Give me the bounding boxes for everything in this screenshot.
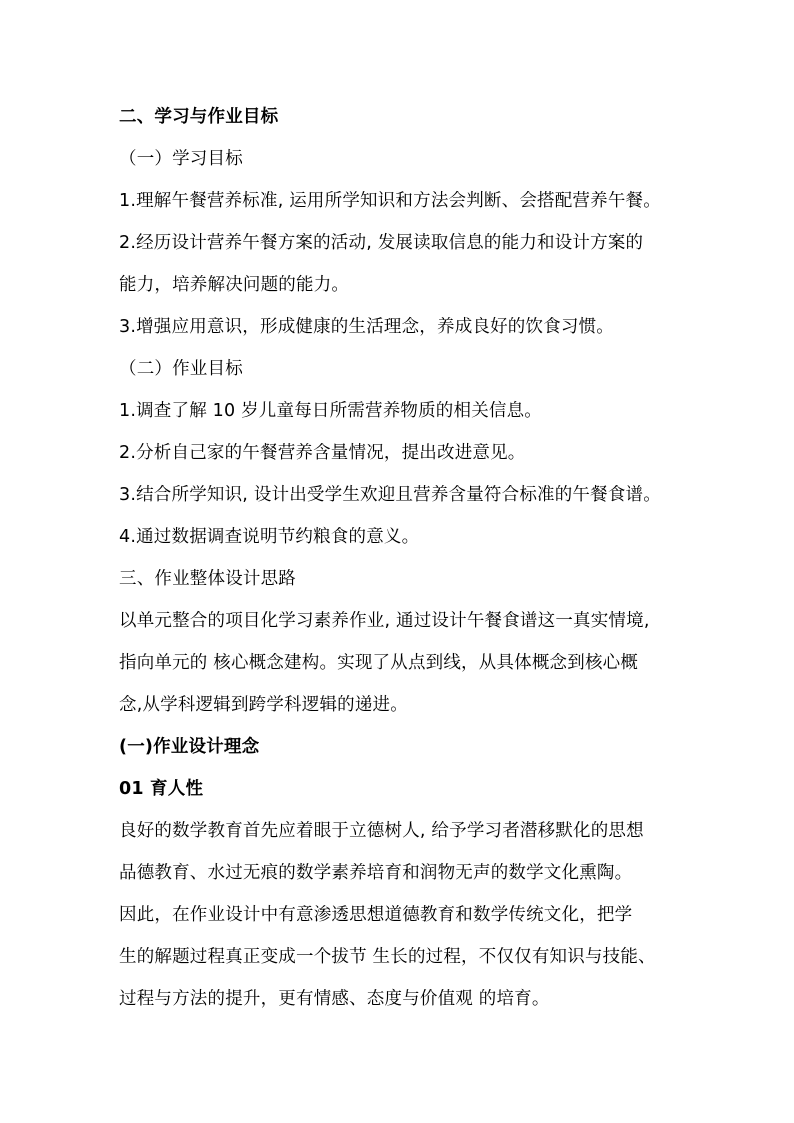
homework-goal-3: 3.结合所学知识, 设计出受学生欢迎且营养含量符合标准的午餐食谱。 <box>119 485 661 505</box>
learning-goal-2-line-1: 2.经历设计营养午餐方案的活动, 发展读取信息的能力和设计方案的 <box>119 233 644 253</box>
subheading-education-nature: 01 育人性 <box>119 779 204 799</box>
section-heading-design-idea: 三、作业整体设计思路 <box>119 569 296 589</box>
learning-goal-3: 3.增强应用意识，形成健康的生活理念，养成良好的饮食习惯。 <box>119 317 614 337</box>
education-paragraph-line-1: 良好的数学教育首先应着眼于立德树人, 给予学习者潜移默化的思想 <box>119 821 644 841</box>
education-paragraph-line-4: 生的解题过程真正变成一个拔节 生长的过程，不仅仅有知识与技能、 <box>119 947 656 967</box>
homework-goal-1: 1.调查了解 10 岁儿童每日所需营养物质的相关信息。 <box>119 401 542 421</box>
learning-goal-2-line-2: 能力，培养解决问题的能力。 <box>119 275 350 295</box>
education-paragraph-line-3: 因此，在作业设计中有意渗透思想道德教育和数学传统文化，把学 <box>119 905 633 925</box>
design-paragraph-line-1: 以单元整合的项目化学习素养作业, 通过设计午餐食谱这一真实情境, <box>119 611 650 631</box>
education-paragraph-line-5: 过程与方法的提升，更有情感、态度与价值观 的培育。 <box>119 989 550 1009</box>
subheading-design-concept: (一)作业设计理念 <box>119 737 260 757</box>
design-paragraph-line-2: 指向单元的 核心概念建构。实现了从点到线，从具体概念到核心概 <box>119 653 639 673</box>
subheading-homework-goals: （二）作业目标 <box>119 359 243 379</box>
design-paragraph-line-3: 念,从学科逻辑到跨学科逻辑的递进。 <box>119 695 408 715</box>
homework-goal-4: 4.通过数据调查说明节约粮食的意义。 <box>119 527 420 547</box>
learning-goal-1: 1.理解午餐营养标准, 运用所学知识和方法会判断、会搭配营养午餐。 <box>119 191 661 211</box>
homework-goal-2: 2.分析自己家的午餐营养含量情况，提出改进意见。 <box>119 443 526 463</box>
section-heading-learning-goals: 二、学习与作业目标 <box>119 107 279 127</box>
subheading-learning-goals: （一）学习目标 <box>119 149 243 169</box>
education-paragraph-line-2: 品德教育、水过无痕的数学素养培育和润物无声的数学文化熏陶。 <box>119 863 633 883</box>
